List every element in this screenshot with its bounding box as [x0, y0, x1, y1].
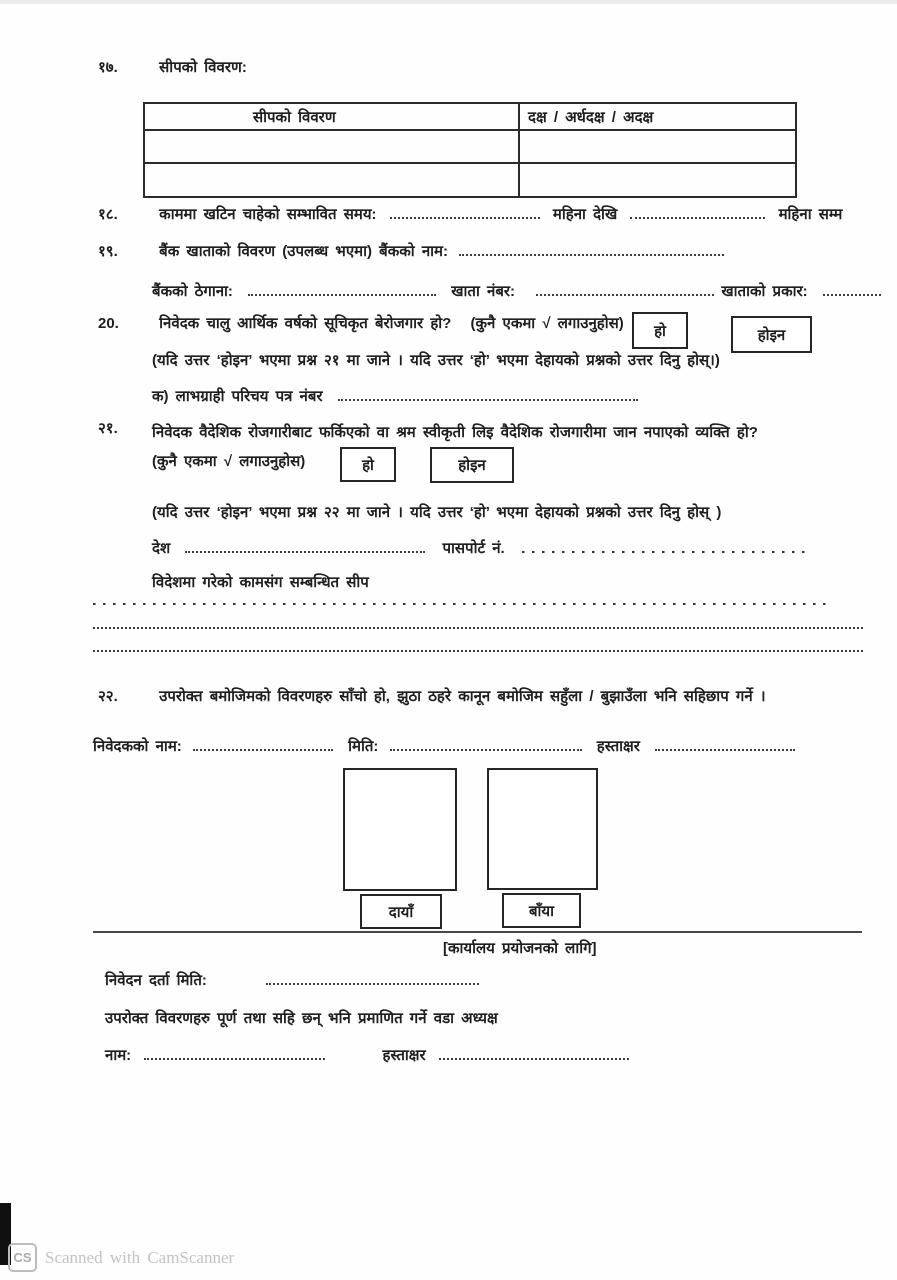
thumb-box-left-hand — [487, 768, 598, 890]
skills-table — [143, 102, 797, 198]
q21-country-label: देश — [152, 540, 171, 557]
office-reg-date-label: निवेदन दर्ता मिति: — [105, 972, 207, 989]
thumb-label-right: दायाँ — [388, 903, 414, 921]
dotted-blank-line — [93, 620, 863, 629]
q20-sub-a-label: क) लाभग्राही परिचय पत्र नंबर — [152, 388, 323, 405]
table-header-skill: सीपको विवरण — [253, 109, 336, 126]
dotted-blank — [655, 746, 795, 751]
q22-declaration: उपरोक्त बमोजिमको विवरणहरु साँचो हो, झुठा ठहरे कानून बमोजिम सहुँला / बुझाउँला भनि सहिछाप गर्ने । — [159, 688, 766, 705]
dotted-blank — [459, 251, 724, 256]
dotted-blank — [248, 291, 436, 296]
thumb-label-right-box — [360, 894, 442, 929]
camscanner-watermark — [8, 1243, 234, 1272]
q18-number: १८. — [98, 206, 118, 223]
scan-edge-artifact — [0, 0, 897, 4]
q17-row — [98, 57, 247, 77]
dotted-blank-sparse — [522, 549, 807, 553]
table-header-divider — [145, 129, 795, 131]
q20-question: निवेदक चालु आर्थिक वर्षको सूचिकृत बेरोजगार हो? — [159, 315, 452, 332]
q21-hint: (कुनै एकमा √ लगाउनुहोस) — [152, 453, 306, 470]
office-name-label: नाम: — [105, 1047, 132, 1064]
applicant-date-label: मिति: — [348, 738, 379, 755]
applicant-sign-row — [93, 736, 795, 756]
office-section-header: [कार्यालय प्रयोजनको लागि] — [443, 940, 597, 957]
office-name-row — [105, 1045, 629, 1065]
q22-row — [98, 686, 766, 706]
q19-label: बैंक खाताको विवरण (उपलब्ध भएमा) बैंकको नाम: — [159, 243, 448, 260]
dotted-blank — [536, 291, 714, 296]
q18-from-label: महिना देखि — [552, 206, 618, 223]
camscanner-icon: CS — [8, 1243, 37, 1272]
q21-question: निवेदक वैदेशिक रोजगारीबाट फर्किएको वा श्रम स्वीकृती लिइ वैदेशिक रोजगारीमा जान नपाएको व्यक्ति हो? — [152, 424, 758, 441]
q20-hint: (कुनै एकमा √ लगाउनुहोस) — [470, 315, 624, 332]
dotted-blank — [185, 548, 425, 553]
table-header-level: दक्ष / अर्धदक्ष / अदक्ष — [528, 109, 654, 126]
q18-row — [98, 204, 842, 224]
q20-row — [98, 313, 624, 333]
dotted-blank — [823, 291, 881, 296]
q20-yes-label: हो — [654, 322, 666, 340]
q21-passport-label: पासपोर्ट नं. — [442, 540, 505, 557]
dotted-blank — [266, 980, 479, 985]
office-signature-label: हस्ताक्षर — [382, 1047, 426, 1064]
q20-number: 20. — [98, 315, 119, 332]
dotted-blank — [338, 396, 638, 401]
q21-foreign-skill-label: विदेशमा गरेको कामसंग सम्बन्धित सीप — [152, 574, 369, 591]
office-reg-date-row — [105, 970, 479, 990]
dotted-blank-line-sparse — [93, 598, 831, 605]
q17-label: सीपको विवरण: — [159, 59, 247, 76]
q19-account-type-label: खाताको प्रकार: — [721, 283, 808, 300]
q19-address-label: बैंकको ठेगाना: — [152, 283, 233, 300]
q20-yes-box — [632, 312, 688, 349]
q17-number: १७. — [98, 59, 118, 76]
q21-country-row — [152, 538, 807, 558]
q22-number: २२. — [98, 688, 118, 705]
applicant-name-label: निवेदकको नाम: — [93, 738, 182, 755]
q19-account-no-label: खाता नंबर: — [451, 283, 516, 300]
q19-row — [98, 241, 724, 261]
table-column-divider — [518, 104, 520, 196]
q21-no-box — [430, 447, 514, 483]
dotted-blank — [630, 214, 765, 219]
q20-note: (यदि उत्तर ‘होइन’ भएमा प्रश्न २१ मा जाने । यदि उत्तर ‘हो’ भएमा देहायको प्रश्नको उत्तर दिनु होस्।) — [152, 352, 720, 369]
thumb-label-left-box — [502, 893, 581, 928]
dotted-blank-line — [93, 643, 863, 652]
q20-sub-a-row — [152, 386, 638, 406]
q21-yes-box — [340, 447, 396, 482]
q18-to-label: महिना सम्म — [778, 206, 843, 223]
office-certify-text: उपरोक्त विवरणहरु पूर्ण तथा सहि छन् भनि प्रमाणित गर्ने वडा अध्यक्ष — [105, 1010, 498, 1027]
q19-number: १९. — [98, 243, 118, 260]
dotted-blank — [144, 1055, 325, 1060]
dotted-blank — [193, 746, 333, 751]
q21-number: २१. — [98, 420, 118, 437]
table-row-divider — [145, 162, 795, 164]
q19-bank-row — [152, 281, 881, 301]
q21-note: (यदि उत्तर ‘होइन’ भएमा प्रश्न २२ मा जाने । यदि उत्तर ‘हो’ भएमा देहायको प्रश्नको उत्तर दिनु होस् ) — [152, 504, 722, 521]
q21-yes-label: हो — [362, 456, 374, 474]
dotted-blank — [390, 214, 540, 219]
q20-no-box — [731, 316, 812, 353]
camscanner-text: Scanned with CamScanner — [45, 1247, 235, 1267]
thumb-label-left: बाँया — [528, 902, 555, 920]
dotted-blank — [390, 746, 582, 751]
thumb-box-right-hand — [343, 768, 457, 891]
q21-no-label: होइन — [458, 457, 486, 474]
dotted-blank — [439, 1055, 629, 1060]
section-divider — [93, 931, 862, 933]
q20-no-label: होइन — [757, 326, 786, 344]
applicant-signature-label: हस्ताक्षर — [596, 738, 640, 755]
q18-label: काममा खटिन चाहेको सम्भावित समय: — [159, 206, 377, 223]
